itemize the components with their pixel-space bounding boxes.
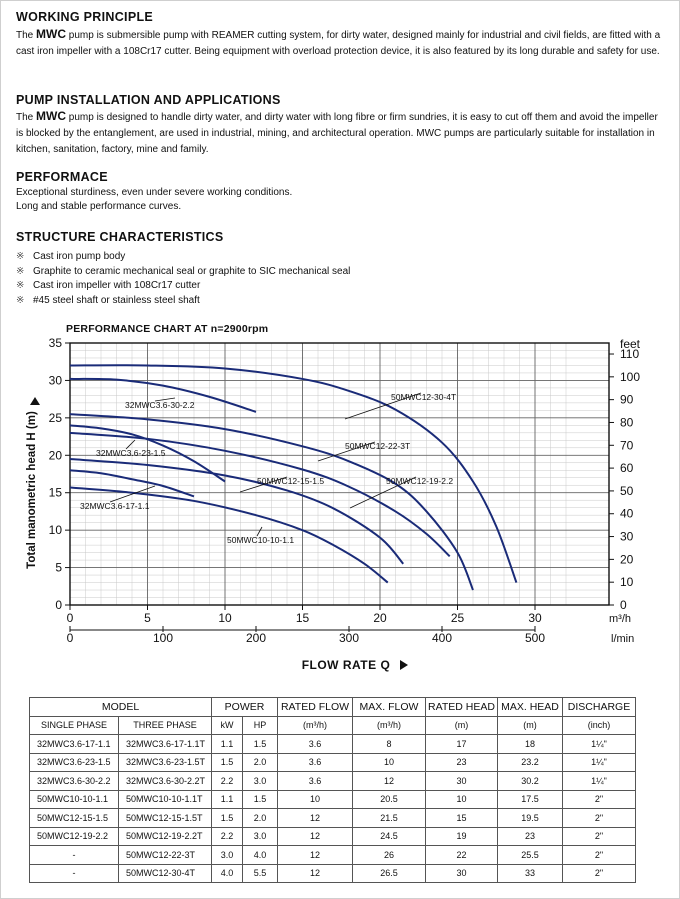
lmin-unit-label: l/min bbox=[611, 633, 635, 645]
table-row: 50MWC10-10-1.1 50MWC10-10-1.1T 1.1 1.5 10 20.5 10 17.5 2" bbox=[30, 790, 636, 809]
bullet-marker-icon: ※ bbox=[16, 280, 25, 291]
feet-tick-label: 60 bbox=[620, 461, 634, 476]
brand-name: MWC bbox=[36, 27, 67, 41]
x-axis-label: FLOW RATE Q bbox=[301, 658, 391, 672]
bullet-marker-icon: ※ bbox=[16, 294, 25, 306]
feet-tick-label: 0 bbox=[620, 598, 627, 612]
unit-max-head: (m) bbox=[498, 716, 563, 735]
feet-tick-label: 100 bbox=[620, 369, 641, 384]
feet-tick-label: 10 bbox=[620, 575, 634, 590]
curve-label: 32MWC3.6-23-1.5 bbox=[96, 448, 166, 458]
y-tick-label: 35 bbox=[48, 336, 62, 350]
performance-heading: PERFORMACE bbox=[16, 170, 108, 184]
header-single-phase: SINGLE PHASE bbox=[30, 716, 119, 735]
header-model: MODEL bbox=[30, 698, 212, 717]
unit-rated-flow: (m³/h) bbox=[278, 716, 353, 735]
y-tick-label: 30 bbox=[48, 373, 62, 388]
feet-tick-label: 40 bbox=[620, 506, 634, 521]
y-tick-label: 5 bbox=[55, 560, 62, 575]
table-subheader-row bbox=[30, 716, 636, 735]
y-tick-label: 0 bbox=[55, 598, 62, 612]
curve-50MWC12-15-1.5 bbox=[70, 459, 403, 564]
chart-title: PERFORMANCE CHART AT n=2900rpm bbox=[66, 323, 269, 335]
unit-max-flow: (m³/h) bbox=[353, 716, 426, 735]
performance-line-2: Long and stable performance curves. bbox=[16, 201, 182, 212]
feet-unit-label: feet bbox=[620, 337, 641, 351]
x-unit-label: m³/h bbox=[609, 613, 631, 625]
header-max-flow: MAX. FLOW bbox=[353, 698, 426, 717]
x-tick-label: 0 bbox=[66, 611, 74, 625]
structure-list bbox=[16, 250, 350, 308]
y-tick-label: 20 bbox=[48, 448, 62, 463]
header-discharge: DISCHARGE bbox=[563, 698, 636, 717]
feet-tick-label: 90 bbox=[620, 392, 634, 407]
table-row: 32MWC3.6-23-1.5 32MWC3.6-23-1.5T 1.5 2.0 3.6 10 23 23.2 1¼" bbox=[30, 753, 636, 772]
feet-tick-label: 80 bbox=[620, 415, 634, 430]
installation-heading: PUMP INSTALLATION AND APPLICATIONS bbox=[16, 93, 281, 107]
working-principle-heading: WORKING PRINCIPLE bbox=[16, 10, 154, 24]
header-rated-head: RATED HEAD bbox=[426, 698, 498, 717]
feet-tick-label: 20 bbox=[620, 552, 634, 567]
header-hp: HP bbox=[243, 716, 278, 735]
structure-item: ※ #45 steel shaft or stainless steel shaft bbox=[16, 294, 350, 309]
curve-label: 50MWC12-19-2.2 bbox=[386, 476, 454, 486]
feet-tick-label: 110 bbox=[620, 347, 640, 362]
header-power: POWER bbox=[212, 698, 278, 717]
table-row: - 50MWC12-30-4T 4.0 5.5 12 26.5 30 33 2" bbox=[30, 864, 636, 883]
y-tick-label: 25 bbox=[48, 410, 62, 425]
feet-tick-label: 30 bbox=[620, 529, 634, 544]
table-row: - 50MWC12-22-3T 3.0 4.0 12 26 22 25.5 2" bbox=[30, 846, 636, 865]
y-tick-label: 15 bbox=[48, 485, 62, 500]
header-max-head: MAX. HEAD bbox=[498, 698, 563, 717]
performance-line-1: Exceptional sturdiness, even under severe working conditions. bbox=[16, 187, 293, 198]
installation-body: pump is designed to handle dirty water, and dirty water with long fibre or firm sundries, it is easy to cut off them and avoid the impeller is blocked by the entanglement, are used in industrial, mining, and architectural operation. MWC pumps are particularly suitable for installation in kitchen, sanitation, factory, mine and family. bbox=[16, 112, 658, 155]
x-tick-label: 10 bbox=[218, 611, 232, 625]
unit-rated-head: (m) bbox=[426, 716, 498, 735]
installation-text bbox=[16, 108, 666, 158]
up-arrow-icon bbox=[30, 397, 40, 405]
table-row: 32MWC3.6-30-2.2 32MWC3.6-30-2.2T 2.2 3.0 3.6 12 30 30.2 1¼" bbox=[30, 772, 636, 791]
curve-label: 50MWC12-15-1.5 bbox=[257, 476, 325, 486]
header-kw: kW bbox=[212, 716, 243, 735]
curve-label: 50MWC12-30-4T bbox=[391, 392, 457, 402]
curve-label: 32MWC3.6-30-2.2 bbox=[125, 400, 195, 410]
lmin-tick-label: 100 bbox=[152, 631, 174, 645]
bullet-marker-icon: ※ bbox=[16, 251, 25, 262]
working-principle-text bbox=[16, 26, 666, 60]
structure-heading: STRUCTURE CHARACTERISTICS bbox=[16, 230, 224, 244]
brand-name: MWC bbox=[36, 109, 67, 123]
header-rated-flow: RATED FLOW bbox=[278, 698, 353, 717]
x-tick-label: 25 bbox=[450, 611, 465, 625]
bullet-marker-icon: ※ bbox=[16, 265, 25, 277]
lmin-tick-label: 400 bbox=[431, 631, 453, 645]
x-tick-label: 20 bbox=[373, 611, 387, 625]
structure-item: ※ Graphite to ceramic mechanical seal or graphite to SIC mechanical seal bbox=[16, 265, 350, 280]
feet-tick-label: 50 bbox=[620, 483, 634, 498]
lmin-tick-label: 300 bbox=[338, 631, 360, 645]
table-row: 32MWC3.6-17-1.1 32MWC3.6-17-1.1T 1.1 1.5 3.6 8 17 18 1¼" bbox=[30, 735, 636, 754]
header-three-phase: THREE PHASE bbox=[119, 716, 212, 735]
spec-table bbox=[29, 697, 636, 883]
plot-frame bbox=[70, 343, 609, 605]
y-tick-label: 10 bbox=[48, 523, 62, 538]
x-tick-label: 30 bbox=[528, 611, 542, 625]
lmin-tick-label: 0 bbox=[66, 631, 74, 645]
curve-label: 32MWC3.6-17-1.1 bbox=[80, 501, 150, 511]
structure-item: ※ Cast iron impeller with 108Cr17 cutter bbox=[16, 279, 350, 294]
table-row: 50MWC12-19-2.2 50MWC12-19-2.2T 2.2 3.0 12 24.5 19 23 2" bbox=[30, 827, 636, 846]
lmin-tick-label: 500 bbox=[524, 631, 546, 645]
feet-tick-label: 70 bbox=[620, 438, 634, 453]
performance-chart bbox=[0, 320, 680, 680]
working-prefix: The bbox=[16, 30, 37, 41]
table-row: 50MWC12-15-1.5 50MWC12-15-1.5T 1.5 2.0 12 21.5 15 19.5 2" bbox=[30, 809, 636, 828]
performance-text bbox=[16, 186, 666, 214]
structure-item: ※ Cast iron pump body bbox=[16, 250, 350, 265]
x-tick-label: 15 bbox=[295, 611, 310, 625]
x-tick-label: 5 bbox=[144, 611, 151, 625]
curve-label: 50MWC12-22-3T bbox=[345, 441, 411, 451]
table-header-row bbox=[30, 698, 636, 717]
right-arrow-icon bbox=[400, 660, 408, 670]
unit-discharge: (inch) bbox=[563, 716, 636, 735]
installation-prefix: The bbox=[16, 112, 37, 123]
y-axis-label: Total manometric head H (m) bbox=[26, 411, 38, 569]
lmin-tick-label: 200 bbox=[245, 631, 267, 645]
working-body: pump is submersible pump with REAMER cutting system, for dirty water, designed mainly for industrial and civil fields, are fitted with a cast iron impeller with a 108Cr17 cutter. Being equipment with overload protection device, it is also featured by its long durable and safety for use. bbox=[16, 30, 661, 57]
curve-label: 50MWC10-10-1.1 bbox=[227, 535, 295, 545]
